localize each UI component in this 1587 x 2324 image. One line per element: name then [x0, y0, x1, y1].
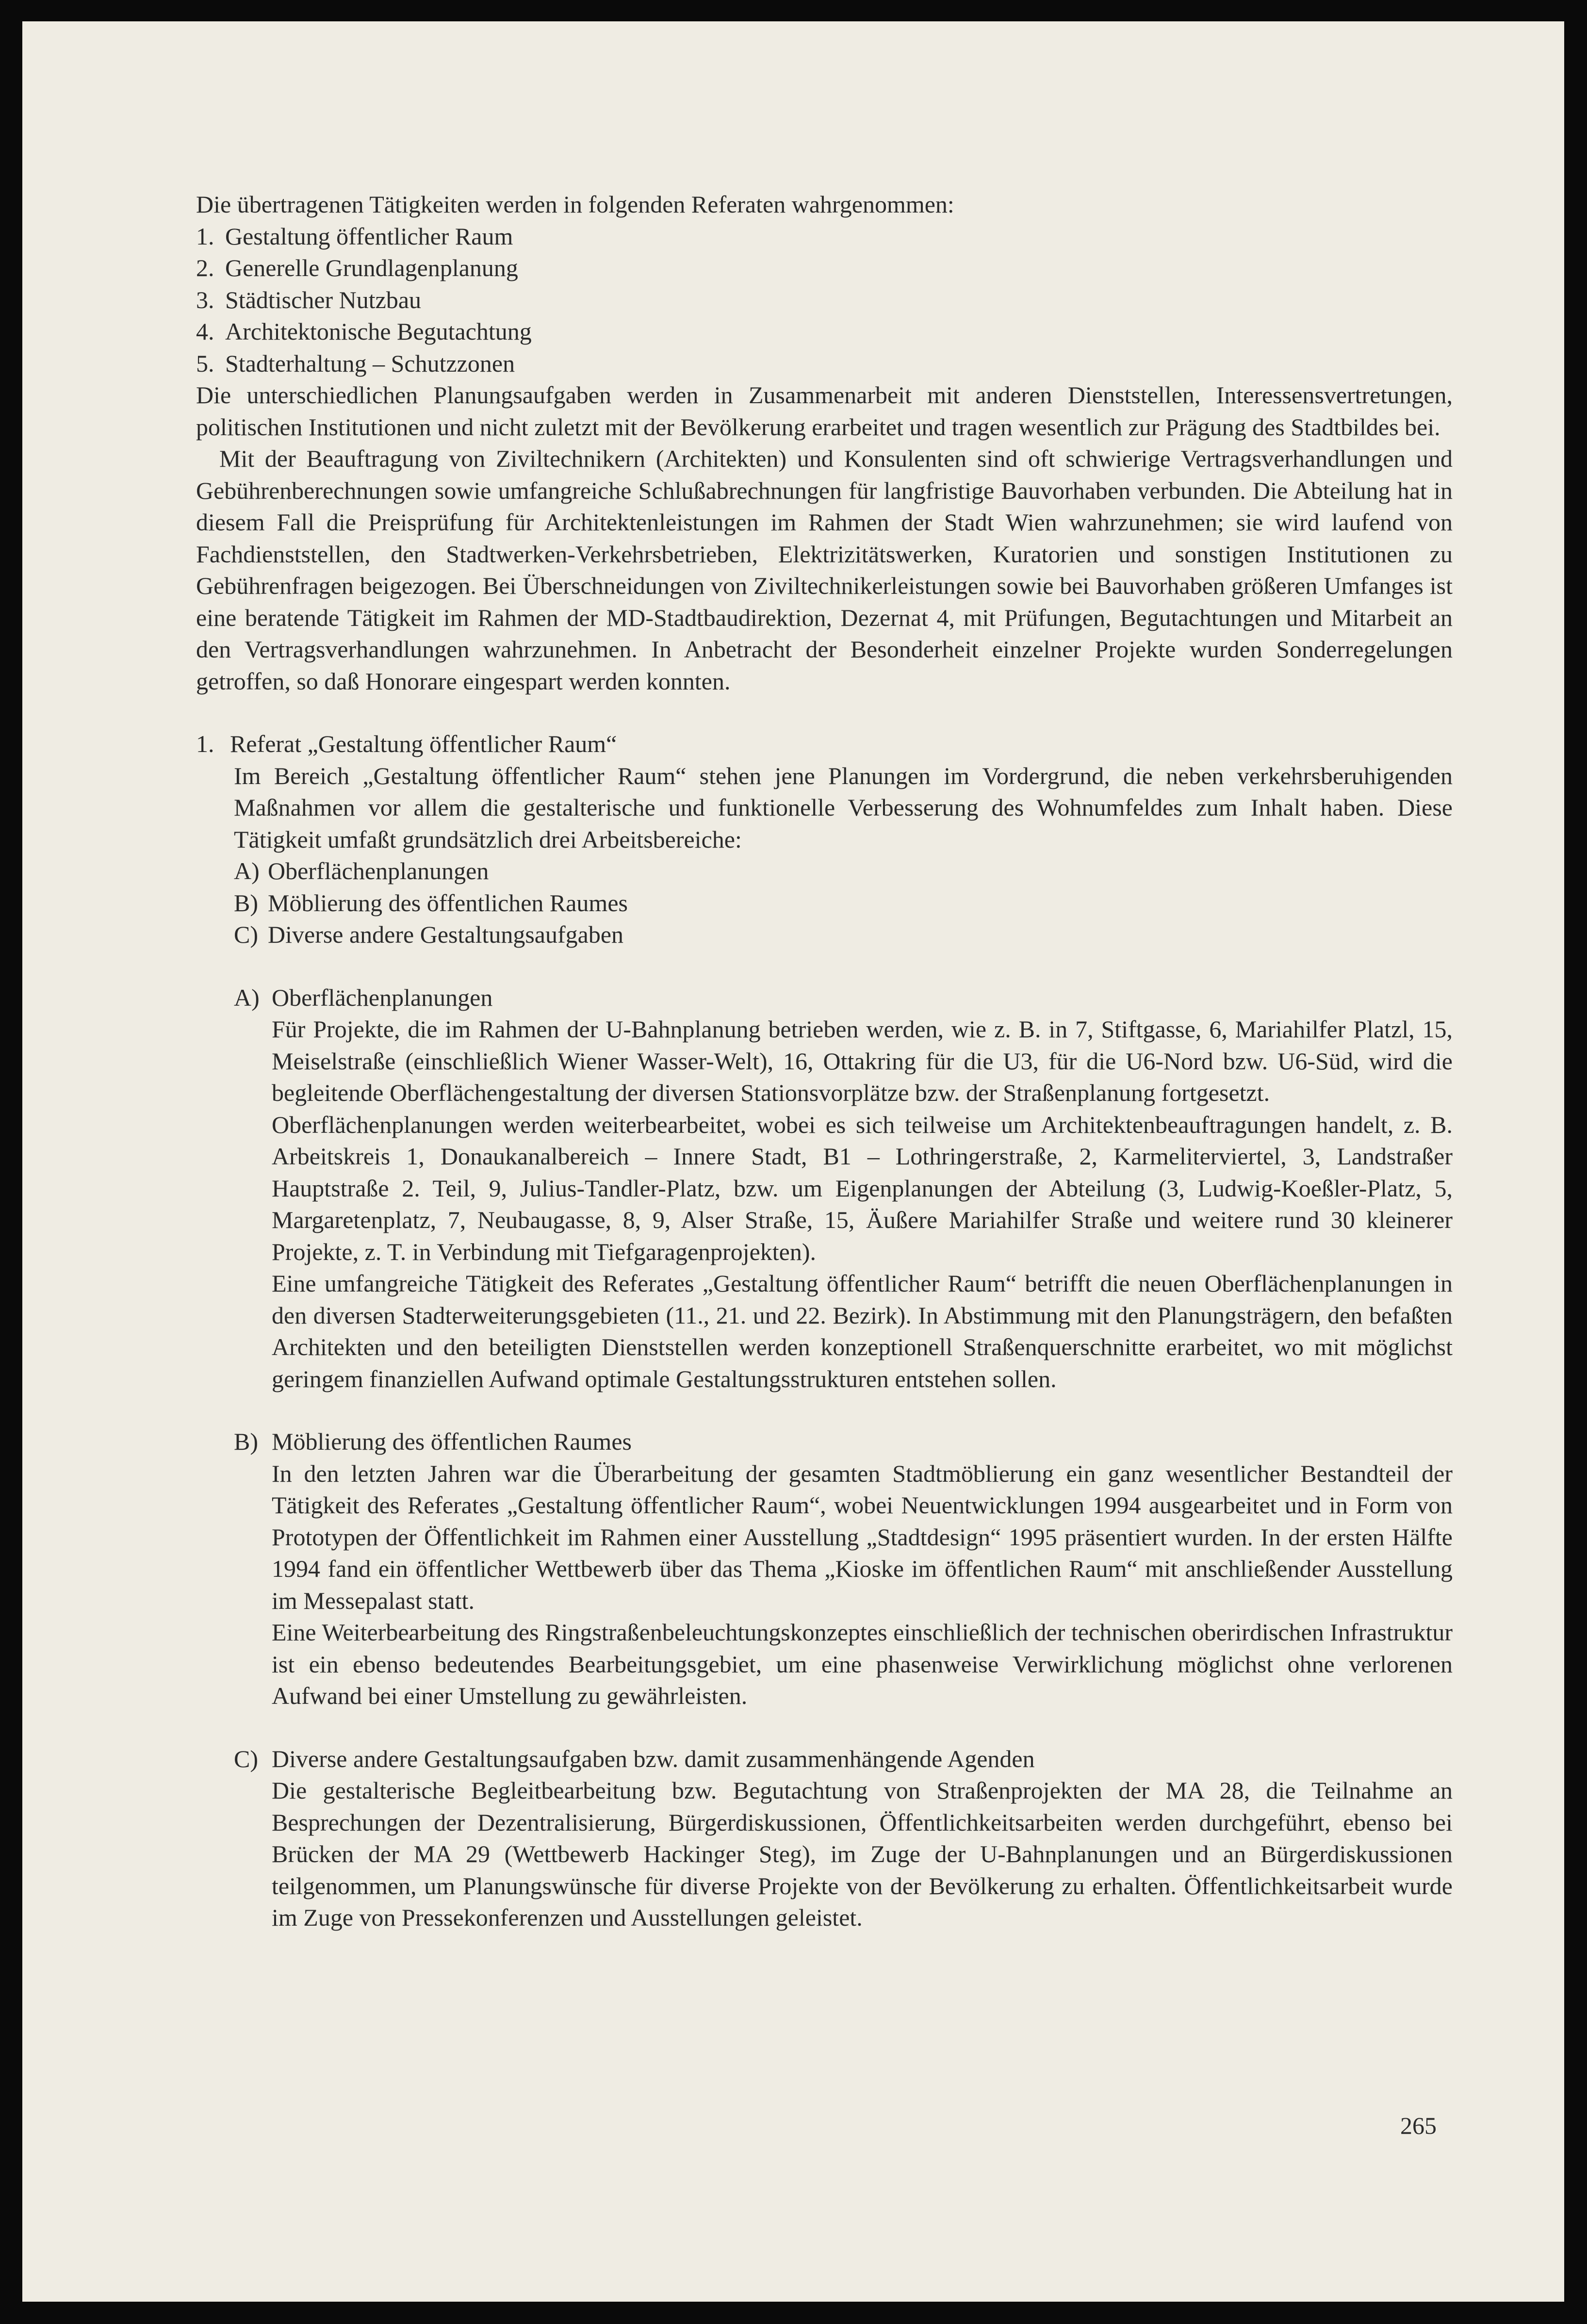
list-text: Städtischer Nutzbau	[225, 286, 422, 313]
list-text: Gestaltung öffentlicher Raum	[225, 222, 513, 250]
section-body	[234, 760, 1453, 1934]
subsection-letter: A)	[234, 983, 260, 1011]
subsection-b	[234, 1426, 1453, 1712]
list-number: 5.	[196, 349, 214, 377]
list-number: 3.	[196, 286, 214, 313]
section-referat-1	[196, 728, 1453, 1934]
list-item	[196, 316, 1453, 348]
subsection-c	[234, 1743, 1453, 1934]
subsection-title: Diverse andere Gestaltungsaufgaben bzw. damit zusammenhängende Agenden	[272, 1745, 1035, 1772]
section-number: 1.	[196, 730, 214, 757]
subsection-letter: C)	[234, 1745, 258, 1772]
subsection-paragraph: Eine umfangreiche Tätigkeit des Referates „Gestaltung öffentlicher Raum“ betrifft die neuen Oberflächenplanungen in den diversen Stadterweiterungsgebieten (11., 21. und 22. Bezirk). In Abstimmung mit den Planungsträgern, den befaßten Architekten und den beteiligten Dienststellen werden konzeptionell Straßenquerschnitte erarbeitet, wo mit möglichst geringem finanziellen Aufwand optimale Gestaltungsstrukturen entstehen sollen.	[272, 1270, 1453, 1392]
section-paragraph: Im Bereich „Gestaltung öffentlicher Raum“ stehen jene Planungen im Vordergrund, die neben verkehrsberuhigenden Maßnahmen vor allem die gestalterische und funktionelle Verbesserung des Wohnumfeldes zum Inhalt haben. Diese Tätigkeit umfaßt grundsätzlich drei Arbeitsbereiche:	[234, 762, 1453, 853]
list-text: Oberflächenplanungen	[268, 857, 489, 884]
work-areas-list	[234, 855, 1453, 951]
list-item	[196, 252, 1453, 284]
list-text: Architektonische Begutachtung	[225, 318, 532, 345]
list-text: Generelle Grundlagenplanung	[225, 254, 518, 281]
subsection-letter: B)	[234, 1428, 258, 1455]
subsection-body	[272, 1775, 1453, 1934]
subsection-title: Oberflächenplanungen	[272, 983, 493, 1011]
list-item	[234, 887, 1453, 919]
subsection-paragraph: Für Projekte, die im Rahmen der U-Bahnplanung betrieben werden, wie z. B. in 7, Stiftgasse, 6, Mariahilfer Platzl, 15, Meiselstraße (einschließlich Wiener Wasser-Welt), 16, Ottakring für die U3, für die U6-Nord bzw. U6-Süd, wird die begleitende Oberflächengestaltung der diversen Stationsvorplätze bzw. der Straßenplanung fortgesetzt.	[272, 1015, 1453, 1106]
list-number: 2.	[196, 254, 214, 281]
list-item	[196, 221, 1453, 253]
subsection-body	[272, 1014, 1453, 1395]
section-heading	[196, 728, 1453, 760]
list-item	[234, 919, 1453, 951]
list-text: Möblierung des öffentlichen Raumes	[268, 889, 628, 917]
subsection-heading	[234, 982, 1453, 1014]
list-letter: A)	[234, 857, 260, 884]
list-letter: B)	[234, 889, 258, 917]
subsection-heading	[234, 1426, 1453, 1458]
subsection-paragraph: Eine Weiterbearbeitung des Ringstraßenbeleuchtungskonzeptes einschließlich der technischen oberirdischen Infrastruktur ist ein ebenso bedeutendes Bearbeitungsgebiet, um eine phasenweise Verwirklichung möglichst ohne verlorenen Aufwand bei einer Umstellung zu gewährleisten.	[272, 1619, 1453, 1709]
subsection-paragraph: Oberflächenplanungen werden weiterbearbeitet, wobei es sich teilweise um Architektenbeauftragungen handelt, z. B. Arbeitskreis 1, Donaukanalbereich – Innere Stadt, B1 – Lothringerstraße, 2, Karmeliterviertel, 3, Landstraßer Hauptstraße 2. Teil, 9, Julius-Tandler-Platz, bzw. um Eigenplanungen der Abteilung (3, Ludwig-Koeßler-Platz, 5, Margaretenplatz, 7, Neubaugasse, 8, 9, Alser Straße, 15, Äußere Mariahilfer Straße und weitere rund 30 kleinerer Projekte, z. T. in Verbindung mit Tiefgaragenprojekten).	[272, 1111, 1453, 1265]
intro-lead: Die übertragenen Tätigkeiten werden in folgenden Referaten wahrgenommen:	[196, 191, 954, 218]
list-text: Diverse andere Gestaltungsaufgaben	[268, 921, 624, 948]
list-item	[234, 855, 1453, 887]
subsection-heading	[234, 1743, 1453, 1775]
intro-paragraph-2: Mit der Beauftragung von Ziviltechnikern (Architekten) und Konsulenten sind oft schwierige Vertragsverhandlungen und Gebührenberechnungen sowie umfangreiche Schlußabrechnungen für langfristige Bauvorhaben verbunden. Die Abteilung hat in diesem Fall die Preisprüfung für Architektenleistungen im Rahmen der Stadt Wien wahrzunehmen; sie wird laufend von Fachdienststellen, den Stadtwerken-Verkehrsbetrieben, Elektrizitätswerken, Kuratorien und sonstigen Institutionen zu Gebührenfragen beigezogen. Bei Überschneidungen von Ziviltechnikerleistungen sowie bei Bauvorhaben größeren Umfanges ist eine beratende Tätigkeit im Rahmen der MD-Stadtbaudirektion, Dezernat 4, mit Prüfungen, Begutachtungen und Mitarbeit an den Vertragsverhandlungen wahrzunehmen. In Anbetracht der Besonderheit einzelner Projekte wurden Sonderregelungen getroffen, so daß Honorare eingespart werden konnten.	[196, 445, 1453, 695]
page-content	[196, 189, 1453, 1934]
referate-list	[196, 221, 1453, 380]
list-item	[196, 348, 1453, 380]
subsection-title: Möblierung des öffentlichen Raumes	[272, 1428, 632, 1455]
document-page	[22, 21, 1564, 2302]
subsection-paragraph: In den letzten Jahren war die Überarbeitung der gesamten Stadtmöblierung ein ganz wesentlicher Bestandteil der Tätigkeit des Referates „Gestaltung öffentlicher Raum“, wobei Neuentwicklungen 1994 ausgearbeitet und in Form von Prototypen der Öffentlichkeit im Rahmen einer Ausstellung „Stadtdesign“ 1995 präsentiert wurden. In der ersten Hälfte 1994 fand ein öffentlicher Wettbewerb über das Thema „Kioske im öffentlichen Raum“ mit anschließender Ausstellung im Messepalast statt.	[272, 1459, 1453, 1614]
list-number: 4.	[196, 318, 214, 345]
list-text: Stadterhaltung – Schutzzonen	[225, 349, 515, 377]
list-number: 1.	[196, 222, 214, 250]
subsection-a	[234, 982, 1453, 1395]
subsection-body	[272, 1458, 1453, 1712]
page-number: 265	[1400, 2112, 1437, 2139]
subsection-paragraph: Die gestalterische Begleitbearbeitung bzw. Begutachtung von Straßenprojekten der MA 28, die Teilnahme an Besprechungen der Dezentralisierung, Bürgerdiskussionen, Öffentlichkeitsarbeiten werden durchgeführt, ebenso bei Brücken der MA 29 (Wettbewerb Hackinger Steg), im Zuge der U-Bahnplanungen und an Bürgerdiskussionen teilgenommen, um Planungswünsche für diverse Projekte von der Bevölkerung zu erhalten. Öffentlichkeitsarbeit wurde im Zuge von Pressekonferenzen und Ausstellungen geleistet.	[272, 1777, 1453, 1931]
section-title: Referat „Gestaltung öffentlicher Raum“	[230, 730, 617, 757]
list-item	[196, 284, 1453, 316]
list-letter: C)	[234, 921, 258, 948]
intro-paragraph-1: Die unterschiedlichen Planungsaufgaben werden in Zusammenarbeit mit anderen Dienststellen, Interessensvertretungen, politischen Institutionen und nicht zuletzt mit der Bevölkerung erarbeitet und tragen wesentlich zur Prägung des Stadtbildes bei.	[196, 381, 1453, 441]
